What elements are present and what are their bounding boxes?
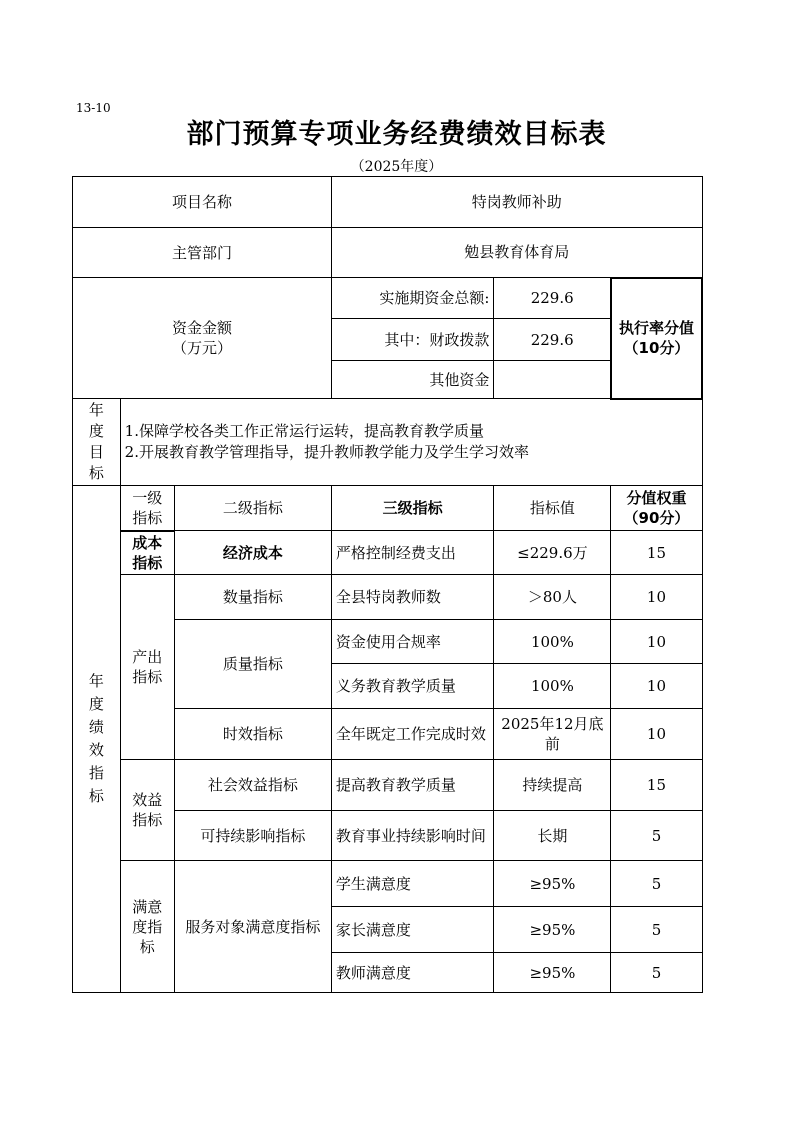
social-weight: 15 — [611, 760, 702, 811]
total-fund-label: 实施期资金总额: — [331, 278, 494, 319]
other-fund-label: 其他资金 — [331, 361, 494, 399]
fiscal-fund-value: 229.6 — [494, 319, 611, 361]
annual-goal-line-2: 2.开展教育教学管理指导，提升教师教学能力及学生学习效率 — [124, 443, 529, 462]
quality-level2: 质量指标 — [174, 620, 331, 709]
header-level3: 三级指标 — [331, 486, 494, 531]
sustain-level2: 可持续影响指标 — [174, 811, 331, 861]
quantity-level2: 数量指标 — [174, 575, 331, 620]
header-level2: 二级指标 — [174, 486, 331, 531]
dept-label: 主管部门 — [73, 228, 332, 278]
satisfaction-level1: 满意度指标 — [120, 861, 174, 993]
timeliness-value: 2025年12月底前 — [494, 709, 611, 760]
timeliness-level2: 时效指标 — [174, 709, 331, 760]
teacher-satisfaction-weight: 5 — [611, 953, 702, 993]
form-code: 13-10 — [76, 101, 111, 115]
social-value: 持续提高 — [494, 760, 611, 811]
total-fund-value: 229.6 — [494, 278, 611, 319]
social-level3: 提高教育教学质量 — [331, 760, 494, 811]
parent-satisfaction-value: ≥95% — [494, 907, 611, 953]
teacher-satisfaction-value: ≥95% — [494, 953, 611, 993]
cost-weight: 15 — [611, 531, 702, 575]
fund-amount-label — [73, 278, 332, 399]
student-satisfaction-value: ≥95% — [494, 861, 611, 907]
social-level2: 社会效益指标 — [174, 760, 331, 811]
sustain-value: 长期 — [494, 811, 611, 861]
sustain-level3: 教育事业持续影响时间 — [331, 811, 494, 861]
quantity-level3: 全县特岗教师数 — [331, 575, 494, 620]
header-weight: 分值权重（90分） — [611, 486, 702, 531]
fiscal-year: （2025年度） — [350, 159, 443, 175]
other-fund-value — [494, 361, 611, 399]
compliance-value: 100% — [494, 620, 611, 664]
fund-amount-label-line2: （万元） — [171, 339, 232, 357]
teacher-satisfaction-level3: 教师满意度 — [331, 953, 494, 993]
quantity-weight: 10 — [611, 575, 702, 620]
compliance-weight: 10 — [611, 620, 702, 664]
teaching-quality-weight: 10 — [611, 664, 702, 709]
student-satisfaction-level3: 学生满意度 — [331, 861, 494, 907]
dept-value: 勉县教育体育局 — [331, 228, 702, 278]
annual-goal-line-1: 1.保障学校各类工作正常运行运转，提高教育教学质量 — [124, 422, 484, 441]
timeliness-level3: 全年既定工作完成时效 — [331, 709, 494, 760]
exec-rate-label: 执行率分值（10分） — [611, 278, 702, 399]
output-level1: 产出指标 — [120, 575, 174, 760]
page-title: 部门预算专项业务经费绩效目标表 — [186, 119, 607, 150]
cost-value: ≤229.6万 — [494, 531, 611, 575]
performance-target-table — [72, 176, 703, 993]
cost-level1: 成本指标 — [120, 531, 174, 575]
annual-goal-content — [120, 399, 702, 486]
project-name-label: 项目名称 — [73, 177, 332, 228]
cost-level3: 严格控制经费支出 — [331, 531, 494, 575]
teaching-quality-level3: 义务教育教学质量 — [331, 664, 494, 709]
student-satisfaction-weight: 5 — [611, 861, 702, 907]
parent-satisfaction-level3: 家长满意度 — [331, 907, 494, 953]
quantity-value: ＞80人 — [494, 575, 611, 620]
teaching-quality-value: 100% — [494, 664, 611, 709]
perf-indicator-label: 年度绩效指标 — [73, 486, 121, 993]
header-value: 指标值 — [494, 486, 611, 531]
fiscal-fund-label: 其中：财政拨款 — [331, 319, 494, 361]
timeliness-weight: 10 — [611, 709, 702, 760]
project-name-value: 特岗教师补助 — [331, 177, 702, 228]
sustain-weight: 5 — [611, 811, 702, 861]
benefit-level1: 效益指标 — [120, 760, 174, 861]
annual-goal-label: 年度目标 — [73, 399, 121, 486]
cost-level2: 经济成本 — [174, 531, 331, 575]
fund-amount-label-line1: 资金金额 — [171, 319, 232, 337]
compliance-level3: 资金使用合规率 — [331, 620, 494, 664]
satisfaction-level2: 服务对象满意度指标 — [174, 861, 331, 993]
parent-satisfaction-weight: 5 — [611, 907, 702, 953]
header-level1: 一级指标 — [120, 486, 174, 531]
